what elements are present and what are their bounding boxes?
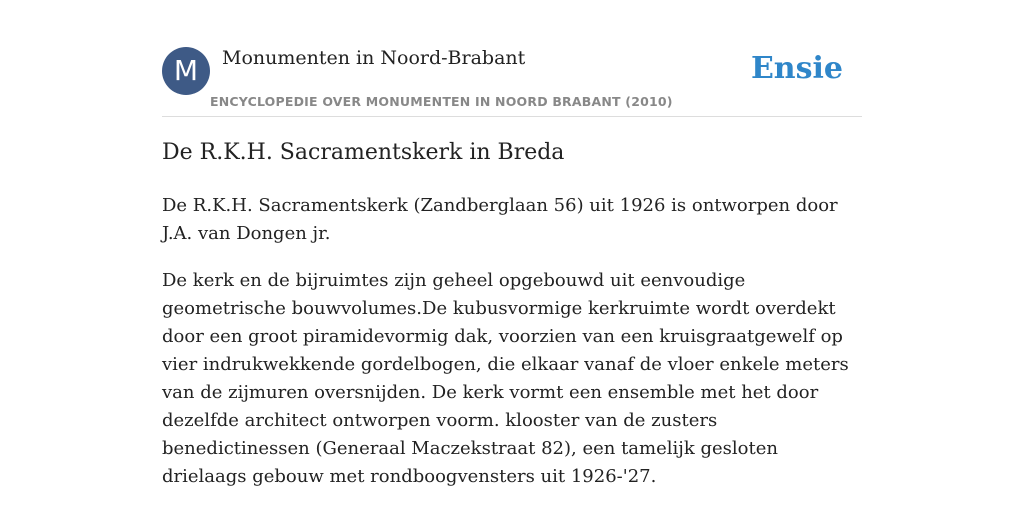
- article-paragraph: De kerk en de bijruimtes zijn geheel opgebouwd uit eenvoudige geometrische bouwvolumes.De kubusvormige kerkruimte wordt overdekt door een groot piramidevormig dak, voorzien van een kruisgraatgewelf op vier indrukwekkende gordelbogen, die elkaar vanaf de vloer enkele meters van de zijmuren oversnijden. De kerk vormt een ensemble met het door dezelfde architect ontworpen voorm. klooster van de zusters benedictinessen (Generaal Maczekstraat 82), een tamelijk gesloten drielaags gebouw met rondboogvensters uit 1926-'27.: [162, 270, 849, 487]
- article-title: De R.K.H. Sacramentskerk in Breda: [162, 140, 565, 165]
- article-paragraph: De R.K.H. Sacramentskerk (Zandberglaan 56) uit 1926 is ontworpen door J.A. van Dongen jr.: [162, 195, 838, 244]
- source-title-link[interactable]: Monumenten in Noord-Brabant: [222, 47, 526, 69]
- article-body: [162, 192, 862, 510]
- ensie-logo[interactable]: Ensie: [750, 51, 843, 86]
- source-header: [162, 44, 862, 117]
- source-subtitle: ENCYCLOPEDIE OVER MONUMENTEN IN NOORD BRABANT (2010): [210, 94, 673, 109]
- source-avatar[interactable]: M: [162, 47, 210, 95]
